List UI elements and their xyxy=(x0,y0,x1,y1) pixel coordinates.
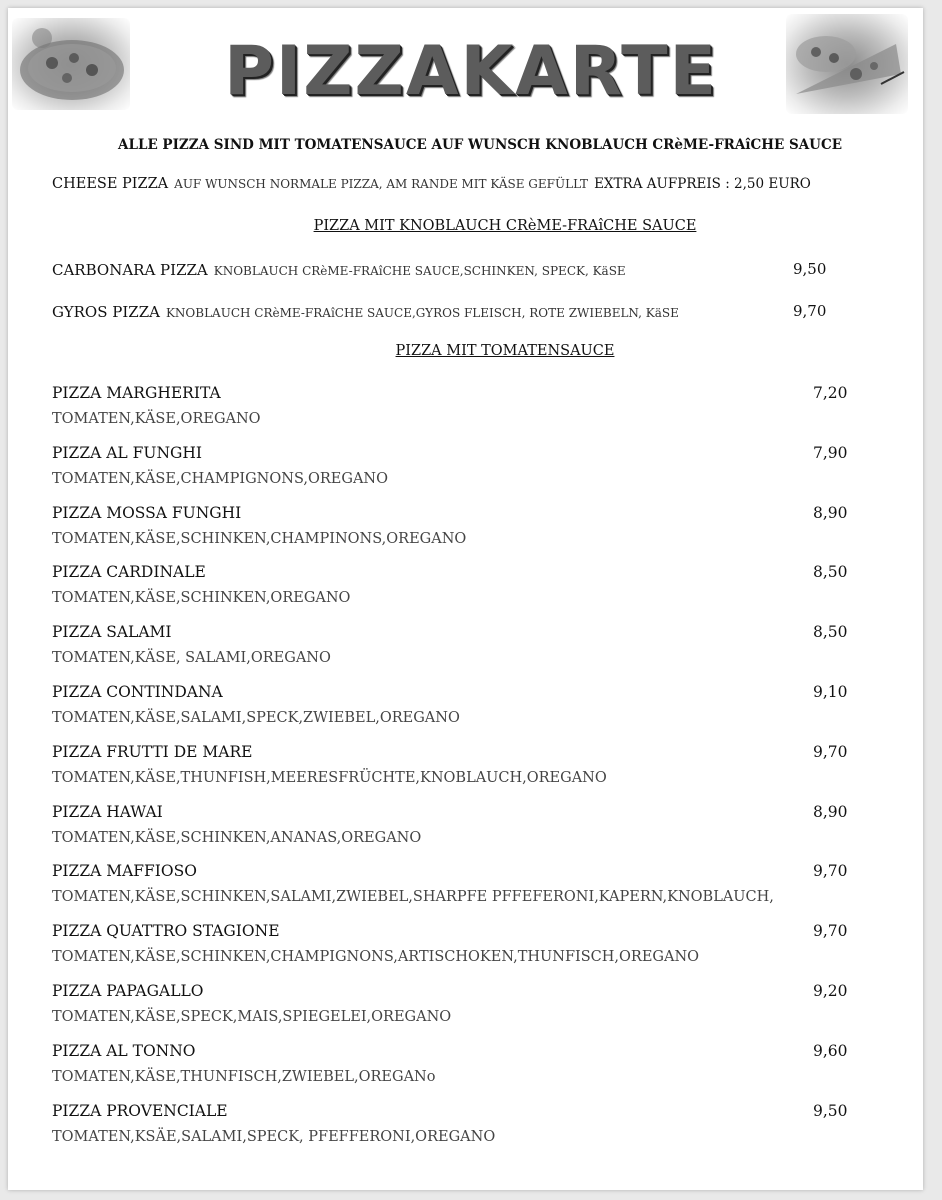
pizza-name: PIZZA CONTINDANA xyxy=(52,683,223,701)
pizza-name: PIZZA MARGHERITA xyxy=(52,384,221,402)
pizza-price: 8,50 xyxy=(813,563,848,582)
pizza-price: 9,70 xyxy=(813,742,848,761)
pizza-name: PIZZA HAWAI xyxy=(52,802,163,821)
pizza-price: 9,50 xyxy=(813,1101,848,1120)
pizza-price: 9,20 xyxy=(813,982,848,1000)
pizza-name: PIZZA PROVENCIALE xyxy=(52,1101,228,1120)
pizza-name: PIZZA AL TONNO xyxy=(52,1041,196,1060)
special-name: GYROS PIZZA xyxy=(52,303,160,321)
pizza-desc: TOMATEN,KÄSE,SPECK,MAIS,SPIEGELEI,OREGANO xyxy=(52,1009,452,1025)
pizza-price: 9,10 xyxy=(813,683,848,701)
pizza-desc: TOMATEN,KÄSE,SCHINKEN,CHAMPIGNONS,ARTISCHOKEN,THUNFISCH,OREGANO xyxy=(52,949,700,966)
cheese-pizza-name: CHEESE PIZZA xyxy=(52,176,169,192)
pizza-price: 9,60 xyxy=(813,1041,848,1060)
pizza-desc: TOMATEN,KSÄE,SALAMI,SPECK, PFEFFERONI,OREGANO xyxy=(52,1128,496,1145)
pizza-price: 8,50 xyxy=(813,623,848,642)
cheese-pizza-desc: AUF WUNSCH NORMALE PIZZA, AM RANDE MIT KÄSE GEFÜLLT xyxy=(174,177,589,191)
section-heading-tomato: PIZZA MIT TOMATENSAUCE xyxy=(395,343,615,359)
pizza-price: 8,90 xyxy=(813,503,848,522)
special-desc: KNOBLAUCH CRèME-FRAîCHE SAUCE,GYROS FLEISCH, ROTE ZWIEBELN, KäSE xyxy=(165,306,679,320)
special-name: CARBONARA PIZZA xyxy=(52,261,208,279)
pizza-name: PIZZA SALAMI xyxy=(52,623,172,642)
menu-title: PIZZAKARTE xyxy=(224,32,718,111)
pizza-price: 8,90 xyxy=(813,802,848,821)
pizza-desc: TOMATEN,KÄSE, SALAMI,OREGANO xyxy=(52,650,331,667)
pizza-desc: TOMATEN,KÄSE,SCHINKEN,OREGANO xyxy=(52,590,351,607)
pizza-name: PIZZA PAPAGALLO xyxy=(52,982,204,1000)
pizza-desc: TOMATEN,KÄSE,THUNFISCH,ZWIEBEL,OREGANo xyxy=(52,1068,436,1085)
pizza-name: PIZZA CARDINALE xyxy=(52,563,206,582)
pizza-desc: TOMATEN,KÄSE,SALAMI,SPECK,ZWIEBEL,OREGANO xyxy=(52,710,460,726)
special-desc: KNOBLAUCH CRèME-FRAîCHE SAUCE,SCHINKEN, SPECK, KäSE xyxy=(213,264,626,278)
pizza-desc: TOMATEN,KÄSE,THUNFISH,MEERESFRÜCHTE,KNOBLAUCH,OREGANO xyxy=(52,769,607,786)
special-row xyxy=(52,260,626,279)
pizza-desc: TOMATEN,KÄSE,SCHINKEN,CHAMPINONS,OREGANO xyxy=(52,530,467,547)
cheese-pizza-extra: EXTRA AUFPREIS : 2,50 EURO xyxy=(594,176,811,192)
special-price: 9,70 xyxy=(793,302,827,320)
pizza-price: 9,70 xyxy=(813,922,848,941)
pizza-price: 9,70 xyxy=(813,862,848,881)
pizza-desc: TOMATEN,KÄSE,SCHINKEN,ANANAS,OREGANO xyxy=(52,829,422,846)
pizza-name: PIZZA QUATTRO STAGIONE xyxy=(52,922,280,941)
pizza-desc: TOMATEN,KÄSE,SCHINKEN,SALAMI,ZWIEBEL,SHARPFE PFFEFERONI,KAPERN,KNOBLAUCH, xyxy=(52,889,774,906)
pizza-name: PIZZA MOSSA FUNGHI xyxy=(52,503,242,522)
sauce-note: ALLE PIZZA SIND MIT TOMATENSAUCE AUF WUNSCH KNOBLAUCH CRèME-FRAîCHE SAUCE xyxy=(117,137,842,153)
cheese-pizza-row xyxy=(52,176,811,192)
pizza-name: PIZZA FRUTTI DE MARE xyxy=(52,742,253,761)
pizza-desc: TOMATEN,KÄSE,CHAMPIGNONS,OREGANO xyxy=(52,470,388,487)
pizza-desc: TOMATEN,KÄSE,OREGANO xyxy=(52,411,261,427)
pizza-price: 7,90 xyxy=(813,443,848,462)
pizza-price: 7,20 xyxy=(813,384,848,402)
special-price: 9,50 xyxy=(793,260,827,278)
special-row xyxy=(52,302,679,321)
pizza-name: PIZZA MAFFIOSO xyxy=(52,862,197,881)
pizza-name: PIZZA AL FUNGHI xyxy=(52,443,203,462)
section-heading-creme-fraiche: PIZZA MIT KNOBLAUCH CRèME-FRAîCHE SAUCE xyxy=(313,218,697,234)
